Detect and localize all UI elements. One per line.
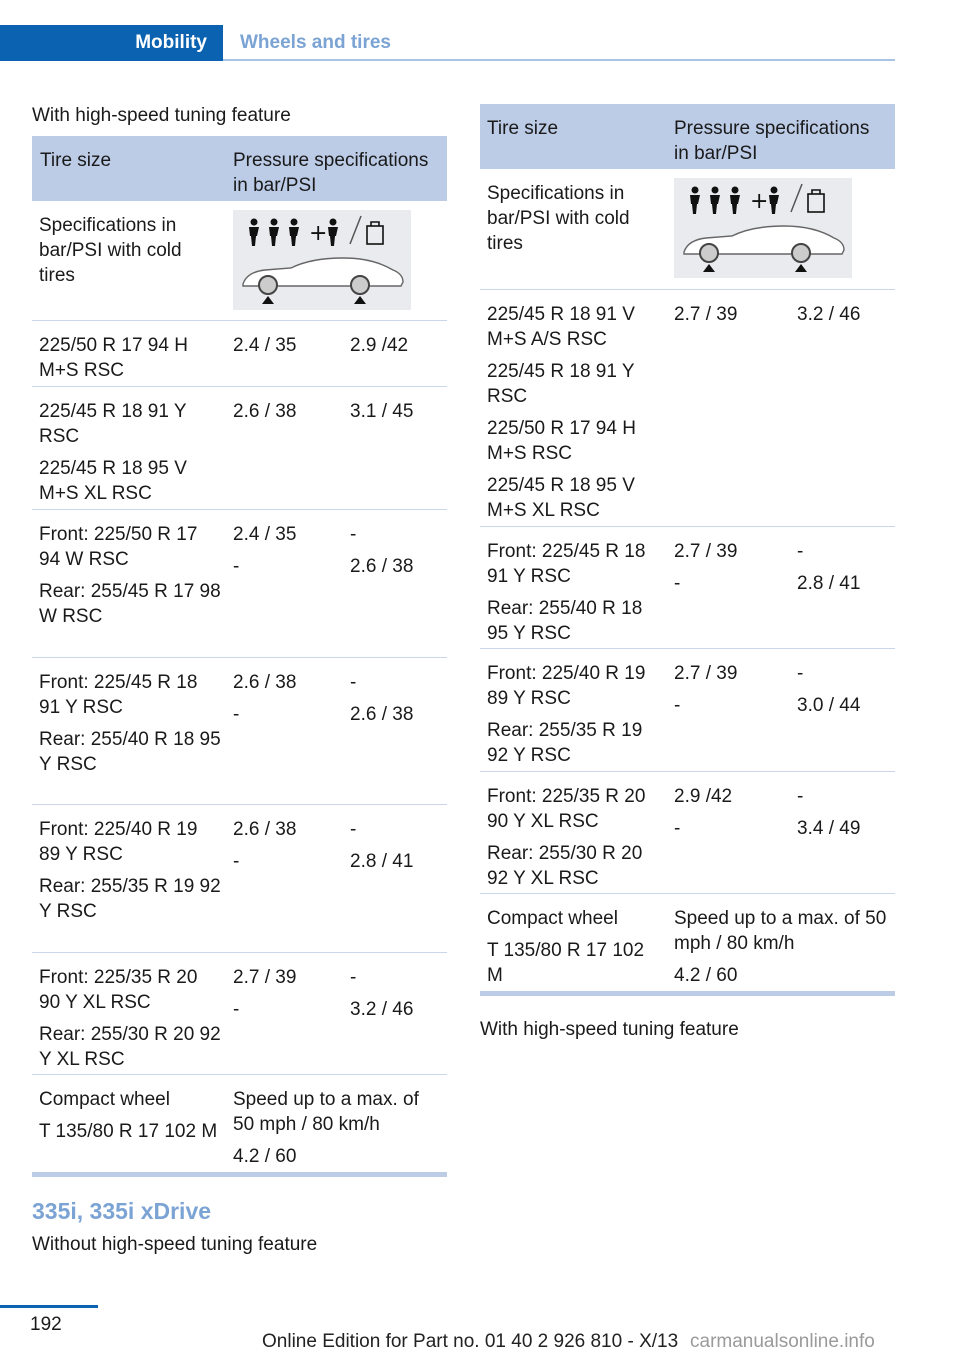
header-tire-size: Tire size [487,118,559,139]
passengers-icon [249,219,338,247]
normal-load-cell: 2.6 / 38 [233,401,297,422]
header-pressure: Pressure specifications in bar/PSI [674,118,870,164]
table-header [480,104,895,169]
full-load-cell: - 2.6 / 38 [350,672,414,725]
normal-load-cell: 2.7 / 39 - [674,663,738,716]
tire-size-cell: 225/45 R 18 91 V M+S A/S RSC 225/45 R 18 91 Y RSC 225/50 R 17 94 H M+S RSC 225/45 R 18 95 V M+S XL RSC [487,304,636,521]
normal-load-cell: 2.7 / 39 - [674,541,738,594]
table-row-compact-wheel [32,1075,447,1173]
header-divider [223,59,895,61]
tire-size-cell: 225/45 R 18 91 Y RSC 225/45 R 18 95 V M+S XL RSC [39,401,187,504]
tire-size-cell: Front: 225/35 R 20 90 Y XL RSC Rear: 255/30 R 20 92 Y XL RSC [39,967,221,1070]
luggage-icon [367,222,383,244]
table-end-bar [480,991,895,996]
svg-text:+: + [309,221,328,246]
normal-load-cell: 2.6 / 38 - [233,672,297,725]
speed-limit-cell: Speed up to a max. of 50 mph / 80 km/h 4.2 / 60 [674,908,887,986]
tire-size-cell: Front: 225/35 R 20 90 Y XL RSC Rear: 255/30 R 20 92 Y XL RSC [487,786,646,889]
table-row [32,387,447,510]
page-header [0,25,895,61]
normal-load-cell: 2.9 /42 - [674,786,733,839]
svg-text:+: + [750,189,769,214]
tire-size-cell: Front: 225/50 R 17 94 W RSC Rear: 255/45 R 17 98 W RSC [39,524,221,627]
table-row [32,658,447,805]
car-side-icon [243,258,403,304]
page-number: 192 [30,1314,62,1335]
normal-load-cell: 2.6 / 38 - [233,819,297,872]
watermark: carmanualsonline.info [690,1331,875,1352]
tire-size-cell: Front: 225/45 R 18 91 Y RSC Rear: 255/40 R 18 95 Y RSC [487,541,646,644]
table-row [32,805,447,953]
normal-load-cell: 2.7 / 39 [674,304,738,325]
edition-footer: Online Edition for Part no. 01 40 2 926 810 - X/13 [262,1331,679,1352]
car-side-icon [684,226,844,272]
tire-size-cell: 225/50 R 17 94 H M+S RSC [39,335,188,381]
table-row [480,772,895,894]
right-after-caption: With high-speed tuning feature [480,1019,739,1040]
spec-label: Specifications in bar/PSI with cold tires [487,183,630,254]
right-pressure-table [480,104,895,998]
model-section-title: 335i, 335i xDrive [32,1198,212,1224]
full-load-cell: - 2.6 / 38 [350,524,414,577]
table-row-specs [480,169,895,290]
tire-size-cell: Front: 225/45 R 18 91 Y RSC Rear: 255/40 R 18 95 Y RSC [39,672,221,775]
full-load-cell: 2.9 /42 [350,335,409,356]
normal-load-cell: 2.7 / 39 - [233,967,297,1020]
page-number-rule [0,1305,98,1308]
chapter-tab: Mobility [0,25,223,61]
full-load-cell: - 3.0 / 44 [797,663,861,716]
load-diagram [674,178,852,278]
left-pressure-table [32,136,447,1178]
luggage-icon [808,190,824,212]
table-row [480,649,895,772]
full-load-cell: - 3.4 / 49 [797,786,861,839]
table-row [32,321,447,387]
passengers-icon [690,187,779,215]
header-pressure: Pressure specifications in bar/PSI [233,150,429,196]
tire-size-cell: Front: 225/40 R 19 89 Y RSC Rear: 255/35 R 19 92 Y RSC [487,663,646,766]
table-row [32,510,447,658]
table-header [32,136,447,201]
section-caption: Without high-speed tuning feature [32,1234,318,1255]
table-row-specs [32,201,447,321]
load-diagram [233,210,411,310]
normal-load-cell: 2.4 / 35 - [233,524,297,577]
table-row [480,290,895,527]
tire-size-cell: Compact wheel T 135/80 R 17 102 M [487,908,645,986]
table-row [32,953,447,1075]
speed-limit-cell: Speed up to a max. of 50 mph / 80 km/h 4.2 / 60 [233,1089,419,1167]
table-row [480,527,895,649]
full-load-cell: 3.2 / 46 [797,304,861,325]
full-load-cell: 3.1 / 45 [350,401,414,422]
tire-size-cell: Front: 225/40 R 19 89 Y RSC Rear: 255/35 R 19 92 Y RSC [39,819,221,922]
left-caption: With high-speed tuning feature [32,105,291,126]
section-tab: Wheels and tires [240,32,391,53]
table-row-compact-wheel [480,894,895,992]
full-load-cell: - 3.2 / 46 [350,967,414,1020]
table-end-bar [32,1172,447,1177]
normal-load-cell: 2.4 / 35 [233,335,297,356]
full-load-cell: - 2.8 / 41 [350,819,414,872]
tire-size-cell: Compact wheel T 135/80 R 17 102 M [39,1089,218,1142]
spec-label: Specifications in bar/PSI with cold tires [39,215,182,286]
header-tire-size: Tire size [40,150,112,171]
full-load-cell: - 2.8 / 41 [797,541,861,594]
